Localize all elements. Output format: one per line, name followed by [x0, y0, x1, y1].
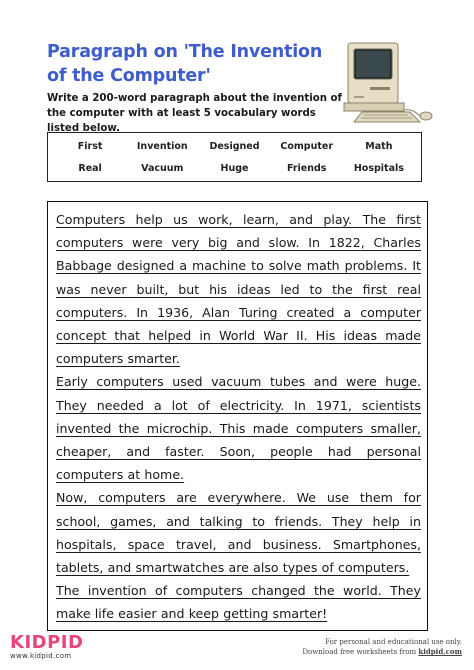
vocab-word: First [77, 140, 103, 152]
vocabulary-box [47, 132, 422, 182]
vocab-word: Computer [280, 140, 334, 152]
paragraph-3: Now, computers are everywhere. We use them for school, games, and talking to friends. They help in hospitals, space travel, and business. Smartphones, tablets, and smartwatches are also types of computers. [56, 490, 421, 576]
vocab-word: Designed [209, 140, 260, 152]
vocab-word: Real [78, 162, 102, 174]
footer-line-2 [302, 647, 462, 657]
vocab-word: Invention [136, 140, 188, 152]
paragraph-text [56, 208, 421, 626]
instructions: Write a 200-word paragraph about the invention of the computer with at least 5 vocabulary words listed below. [47, 93, 342, 134]
paragraph-1: Computers help us work, learn, and play. The first computers were very big and slow. In 1822, Charles Babbage designed a machine to solve math problems. It was never built, but his ideas led to the first real computers. In 1936, Alan Turing created a computer concept that helped in World War II. His ideas made computers smarter. [56, 212, 421, 367]
vocab-word: Friends [286, 162, 327, 174]
logo-url: www.kidpid.com [10, 652, 72, 660]
footer-line-1: For personal and educational use only. [325, 638, 462, 646]
vocab-word: Huge [220, 162, 249, 174]
vocab-word: Hospitals [353, 162, 404, 174]
footer-line-2-prefix: Download free worksheets from [302, 648, 419, 656]
paragraph-4: The invention of computers changed the world. They make life easier and keep getting smarter! [56, 583, 421, 622]
vocab-word: Vacuum [141, 162, 184, 174]
footer-link[interactable]: kidpid.com [418, 647, 462, 656]
paragraph-2: Early computers used vacuum tubes and were huge. They needed a lot of electricity. In 1971, scientists invented the microchip. This made computers smaller, cheaper, and faster. Soon, people had personal computers at home. [56, 374, 421, 483]
logo-brand: KIDPID [10, 632, 84, 653]
vocab-word: Math [365, 140, 393, 152]
kidpid-logo [10, 634, 90, 664]
footer-note [302, 637, 462, 657]
vintage-computer-icon [340, 40, 435, 125]
page-title: Paragraph on 'The Invention of the Computer' [47, 42, 323, 86]
